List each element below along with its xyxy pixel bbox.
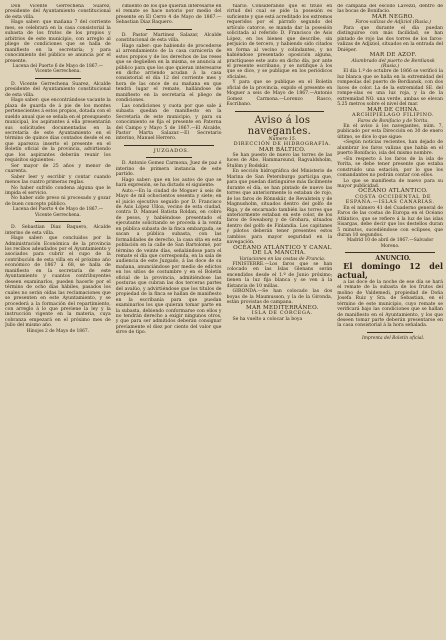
divider xyxy=(35,221,81,222)
notice-signature: Lucena del Puerto 4 de Mayo de 1867.—Vicente Gerrechena. xyxy=(12,207,104,218)
subsection-heading: MAR BÁLTICO. xyxy=(258,146,306,153)
notice-paragraph: D. Antonio Gomez Carmona, Juez de paz é interino de primera instancia de este partido. xyxy=(115,161,222,178)
notice-paragraph: En el aviso á los navegantes, núm. 7, publicado por esta Dirección en 30 de enero último, se dice lo que sigue: xyxy=(337,123,443,140)
divider xyxy=(35,78,81,79)
notice-paragraph: El día 1.º de octubre de 1866 se verificó la luz blanca que se halla en la extremidad del rompeolas del puerto de Berdiansk, con dos luces de color. La de la extremidad SE. del rompe-olas es una luz roja, y la de la extremidad NO. una verde, ambas se elevan 5.25 metros sobre el nivel del mar. xyxy=(337,69,443,108)
column-2 xyxy=(116,4,222,634)
subsection-subheading: COSTA OCCIDENTAL DE ESPAÑA.—ISLAS CANARIAS. xyxy=(345,193,435,206)
subsection-subheading: Faros de Bonifacio y de Yorita. xyxy=(357,118,429,124)
notice-signature: Lucena del Puerto 6 de Mayo de 1867.—Vicente Gerrechena. xyxy=(12,63,104,75)
subsection-heading: MAR DE AZOF. xyxy=(369,52,417,59)
notice-paragraph: Auto.—En la ciudad de Moguer á seis de Mayo de mil ochocientos sesenta y siete; en el juicio ejecutivo seguido por D. Francisco de Asis López Ulloa, vecino de esta ciudad, contra D. Manuel Batista Roldan, en cobro de pesos, y habiéndose presentado el ejecutante solicitando se proceda á la venta en pública subasta de la finca embargada, se sacan a pública subasta, con las formalidades de derecho, la casa sita en esta población en la calle de San Bartolomé, por término de veinte días, señalándose para el remate el día que corresponda, en la sala de audiencia de este Juzgado, á las doce de su mañana, anunciándose por medio de edictos en los sitios de costumbre y en el Boletín oficial de la provincia, admitiéndose las posturas que cubran las dos terceras partes del avalúo, y advirtiéndose que los títulos de propiedad de la finca se hallan de manifiesto en la escribanía para que puedan examinarlos los que quieran tomar parte en la subasta, debiendo conformarse con ellos y no tendrán derecho a exigir ningunos otros, y que para ser admitidos deberán consignar previamente el diez por ciento del valor que sirve de tipo. xyxy=(115,188,222,336)
divider xyxy=(146,29,192,30)
notice-paragraph: Las condiciones y cuota por que sale á subasta quedan de manifiesto en la Secretaría de este municipio, y para su conocimiento se fija el presente en Paterna del Campo y Mayo 5 de 1867.—El Alcalde, Pastor Marta Salazar.—El Secretario interino, Manuel Herrero. xyxy=(115,103,222,142)
notice-paragraph: No haber sido preso ni procesado y gozar de buen concepto público. xyxy=(5,196,111,207)
notice-paragraph: Hago saber: que concluidos por la Administración Económica de la provincia los recibos adeudados por el Ayuntamiento y asociados para cubrir el cupo de la contribución de esta villa en el próximo año económico de 1867 á 68, se halla de manifiesto en la secretaría de este Ayuntamiento y cuantos contribuyentes deseen examinarlos, pueden hacerlo por el término de ocho días hábiles, pasados los cuales no serán oídas las reclamaciones que se presenten en este Ayuntamiento, y se procederá a la formación del repartimiento, con arreglo á lo que previene la ley y la instrucción vigente en la materia, cuya cobranza empezará en el próximo mes de Julio del mismo año. xyxy=(5,236,111,329)
notice-paragraph: Ser mayor de 25 años y menor de cuarenta. xyxy=(5,163,111,175)
notice-paragraph: Lo que se manifiesta de nuevo para su mayor publicidad. xyxy=(337,178,443,189)
notice-number: Número 15. xyxy=(268,136,297,142)
notice-paragraph: Hago saber: que mañana 7 del corriente mes, se celebrará en la casa consistorial la subasta de los frutos de los propios y arbitrios de este municipio, con arreglo al pliego de condiciones que se halla de manifiesto en la secretaría; y para conocimiento del público se anuncia por el presente. xyxy=(5,20,111,64)
notice-signature: Madrid 10 de abril de 1867.—Salvador Moreno. xyxy=(346,238,434,249)
subsection-heading: ARCHIPIÉLAGO FILIPINO. xyxy=(352,112,435,119)
divider xyxy=(367,332,413,333)
notice-paragraph: Hago saber: que encontrándose vacante la plaza de guarda de á pie de los montes pertenecientes á estos propios, dotada con el sueldo anual que se señala en el presupuesto municipal, los aspirantes á ella presentarán sus solicitudes documentadas en la secretaría de este Ayuntamiento en el término de quince días contados desde el en que aparezca inserto el presente en el Boletín oficial de la provincia, advirtiendo que los aspirantes deberán reunir los requisitos siguientes: xyxy=(5,98,111,164)
notice-paragraph: En sección hidrográfica del Ministerio de Marina de San Petersburgo participa que, para que puedan distinguirse más fácilmente durante el día, se han pintado de nuevo las torres que anteriormente lo estaban de rojo, de los faros de Rönnskär, de Revalstein y de Magnusholm, situados dentro del golfo de Riga, y de encarnado también las torres que anteriormente estaban en este color, de los faros de Sweaborg y de Grohara, situados dentro del golfo de Finlandia. Los capitanes y pilotos deberán tener presentes estos cambios para mayor seguridad en la navegación. xyxy=(226,169,333,246)
notice-paragraph: tuario. Considerando que el título en virtud del cual se pide la posesión es suficiente y que está acreditado los extremos requeridos por el párrafo segundo del artículo catorce, se manda dar la posesión solicitada al referido D. Francisco de Asis López, en los bienes que describe, sin perjuicio de tercero, y habiendo sido citados en forma al vecino y colindantes, y no habiéndose presentado oposición alguna, practíquese este auto en dicho día, por ante el presente escribano, y se notifique á los que se dice, y se publique en los periódicos oficiales. xyxy=(226,4,333,80)
notice-paragraph: D. Vicente Gerrechena Suarez, Alcalde presidente del Ayuntamiento constitucional de esta villa. xyxy=(5,81,111,98)
column-4 xyxy=(337,4,443,634)
divider xyxy=(345,252,435,253)
notice-paragraph: No haber sufrido condena alguna que le impida el servicio. xyxy=(5,185,111,196)
notice-paragraph: En el número 41 del Cuaderno general de Faros de las costas de Europa en el Océano Atlántico, que se refiere á la luz de las islas Sisargas, debe decir que los destellos duran 5 minutos, sucediéndose con eclipses, que duran 10 segundos. xyxy=(337,205,443,239)
notice-paragraph: FINISTERRE.—Los faros que se han colocado en las Islas Glenans serán encendidos desde el 1.º de Junio próximo; tienen la luz fija blanca y se ven á la distancia de 10 millas. xyxy=(226,262,333,289)
notice-paragraph: D. Sebastian Diaz Baquero, Alcalde interino de esta villa. xyxy=(5,225,111,236)
notice-paragraph: Don Vicente Gerrechena Suarez, presidente del Ayuntamiento constitucional de esta villa. xyxy=(5,4,111,20)
section-heading-juzgados: JUZGADOS. xyxy=(153,147,190,154)
notice-paragraph: Se ha vuelto a colocar la boya xyxy=(232,316,303,322)
notice-paragraph: cimiento de los que quieran interesarse en el remate se hace notorio por medio del presente en El Cerro 4 de Mayo de 1867.—Sebastian Diaz Baquero. xyxy=(115,4,222,26)
subsection-heading: MAR NEGRO. xyxy=(371,13,415,20)
subsection-heading: MAR DE CHINA. xyxy=(367,106,420,113)
divider xyxy=(235,111,325,112)
notice-paragraph: GIRONDA.—Se han colocado las dos boyas de la Maumusson, y la de la Gironda, están provistas de campana. xyxy=(226,289,333,306)
column-3 xyxy=(227,4,333,634)
notice-paragraph: Hago saber: que habiendo de procederse al arrendamiento de la casa carnicería de estos propios y de los derechos de las reses que se degüellen en la misma, se anuncia al público para que los que quieran interesarse en dicho arriendo acudan á la casa consistorial el día 12 del corriente mes y hora de las once de su mañana en que tendrá lugar el remate, hallándose de manifiesto en la secretaría el pliego de condiciones. xyxy=(115,43,222,104)
subsection-subheading: Variaciones en las costas de Francia. xyxy=(239,256,326,262)
notice-paragraph: «En respecto á los faros de la isla de Yorita, se debe tener presente que estaba construido una estación, por lo que los comandantes no podrán contar con ellos. xyxy=(337,156,443,179)
subsection-heading: OCÉANO ATLÁNTICO. xyxy=(358,188,428,195)
subsection-heading: MAR MEDITERRÁNEO. xyxy=(246,304,319,311)
column-1 xyxy=(5,4,111,634)
subsection-subheading: Faros-valizas de Adjiziol (Rusia.) xyxy=(355,20,431,26)
notice-paragraph: «Según noticias recientes, han dejado de alumbrar los faros valizas que había en el puerto Bonifacio, isla del mismo nombre. xyxy=(337,140,443,157)
section-heading-anuncio: ANUNCIO. xyxy=(375,255,411,263)
notice-paragraph: de campana del escollo Lavezzi, dentro de las bocas de Bonifacio. xyxy=(337,4,443,15)
notice-paragraph: Para que durante el día puedan distinguirse con más facilidad, se han pintado de rojo las dos torres de los faros-valizas de Adjiziol, situados en la entrada del Dniéper. xyxy=(337,25,443,53)
notice-signature: Hinojos 2 de Mayo de 1867. xyxy=(26,328,90,334)
notice-paragraph: Se han puesto de nuevo las torres de las luces de Abo, Hammarsund, Ragvaldsholm, Stulöm y Bodskär. xyxy=(226,152,333,169)
subsection-subheading: ISLA DE CÓRCEGA. xyxy=(251,310,313,317)
notice-paragraph: Y para que se publique en el Boletín oficial de la provincia, expido el presente en Moguer a seis de Mayo de 1867.—Antonio Gomez Carmona.—Lorenzo Rasco, Escribano. xyxy=(226,80,333,108)
notice-paragraph: a las doce de la noche de ese día se hará el remate de la subasta de los frutos del molino de Valdemedi, propiedad de Doña Josefa Ruiz y Sra. de Sebastian, en el término de este municipio, cuyo remate se verificará bajo las condiciones que se hallan de manifiesto en el Ayuntamiento, y los que deseen tomar parte deberán presentarse en la casa consistorial á la hora señalada. xyxy=(337,279,443,329)
subsection-heading: OCÉANO ATLÁNTICO Y CANAL DE LA MANCHA. xyxy=(233,244,332,257)
section-heading-aviso: Aviso á los navegantes. xyxy=(247,114,311,137)
notice-paragraph: Hago saber: que en los autos de que se hará expresión, se ha dictado el siguiente: xyxy=(115,177,222,189)
printer-imprint: Imprenta del Boletín oficial. xyxy=(361,335,425,341)
notice-paragraph: D. Pastor Martinez Salazar, Alcalde constitucional de esta villa. xyxy=(115,32,222,44)
subsection-subheading: Alumbrado del puerto de Berdiansk (Rusia.) xyxy=(351,58,435,69)
divider xyxy=(146,157,192,158)
divider xyxy=(124,145,214,146)
subsection-heading: DIRECCIÓN DE HIDROGRAFÍA. xyxy=(233,141,332,148)
notice-paragraph: Saber leer y escribir y contar cuando menos las cuatro primeras reglas. xyxy=(5,174,111,186)
announcement-lead: El domingo 12 del actual, xyxy=(337,260,443,280)
